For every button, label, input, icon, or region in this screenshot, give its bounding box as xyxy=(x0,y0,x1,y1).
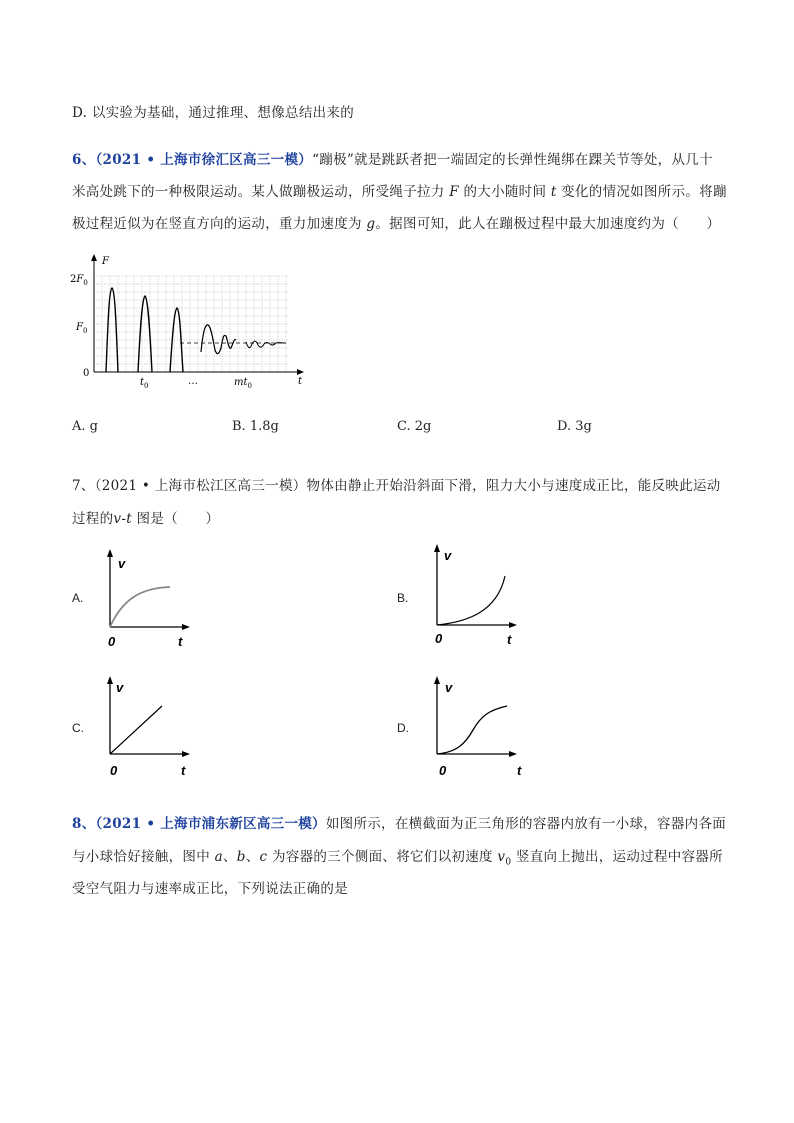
q6-option-b[interactable]: B. 1.8g xyxy=(232,419,279,434)
v-label: v xyxy=(445,680,453,695)
q8-side-b: b xyxy=(236,849,246,865)
origin-label: 0 xyxy=(110,763,118,778)
t-label: t xyxy=(181,763,186,778)
q8-line2 xyxy=(72,845,723,868)
q8-line3: 受空气阻力与速率成正比，下列说法正确的是 xyxy=(72,881,348,897)
curve-concave-saturating xyxy=(110,587,170,627)
q7-graph-b[interactable] xyxy=(427,540,522,648)
q8-line2-c: 竖直向上抛出，运动过程中容器所 xyxy=(511,849,723,865)
q6-option-c[interactable]: C. 2g xyxy=(397,419,432,434)
q7-line1: 7、（2021 • 上海市松江区高三一模）物体由静止开始沿斜面下滑，阻力大小与速度成正比，能反映此运动 xyxy=(72,478,721,494)
q6-option-a[interactable]: A. g xyxy=(72,419,98,434)
x-axis-label: t xyxy=(298,376,303,387)
x-axis-arrow xyxy=(297,369,304,375)
q7-line2-a: 过程的 xyxy=(72,511,114,527)
q7-graph-a[interactable] xyxy=(100,545,195,650)
x-tick-t0: $t_0$ xyxy=(140,377,149,390)
v-label: v xyxy=(444,548,452,563)
y-tick-f0: $F_0$ xyxy=(76,322,88,335)
y-axis-label: F xyxy=(102,256,109,267)
q8-line2-b: 为容器的三个侧面、将它们以初速度 xyxy=(267,849,498,865)
t-label: t xyxy=(178,634,183,649)
t-label: t xyxy=(517,763,522,778)
q6-line1 xyxy=(72,148,713,168)
q8-number: 8、 xyxy=(72,816,96,832)
q7-option-c-label[interactable]: C. xyxy=(72,721,84,735)
q8-sep1: 、 xyxy=(222,849,237,865)
q7-option-a-label[interactable]: A. xyxy=(72,591,84,605)
q8-side-a: a xyxy=(214,849,223,865)
x-tick-mt0: $mt_0$ xyxy=(234,377,252,390)
q6-line2-a: 米高处跳下的一种极限运动。某人做蹦极运动，所受绳子拉力 xyxy=(72,184,450,200)
q7-option-d-label[interactable]: D. xyxy=(397,721,409,735)
q6-symbol-t: t xyxy=(550,184,557,200)
q8-v0-sub: 0 xyxy=(505,857,512,868)
q7-option-b-label[interactable]: B. xyxy=(397,591,409,605)
q6-line3 xyxy=(72,212,720,232)
t-label: t xyxy=(507,632,512,647)
force-damped-tail xyxy=(246,341,286,348)
y-axis-arrow xyxy=(91,254,97,261)
q6-option-d[interactable]: D. 3g xyxy=(557,419,592,434)
force-pulse-1 xyxy=(106,288,118,372)
y-tick-2f0: $2F_0$ xyxy=(70,274,88,287)
origin-label: 0 xyxy=(83,368,90,379)
q6-line3-b: 。据图可知，此人在蹦极过程中最大加速度约为（ ） xyxy=(375,216,721,232)
v-label: v xyxy=(118,556,126,571)
q8-line1 xyxy=(72,812,726,832)
q8-source: （2021 • 上海市浦东新区高三一模） xyxy=(95,816,326,832)
q7-vt-symbol: v-t xyxy=(113,511,132,527)
force-pulse-2 xyxy=(138,296,152,372)
q6-line2-c: 变化的情况如图所示。将蹦 xyxy=(556,184,727,200)
s-curve xyxy=(437,706,507,754)
q6-source: （2021 • 上海市徐汇区高三一模） xyxy=(95,152,313,168)
origin-label: 0 xyxy=(435,631,443,646)
q6-line1-text: “蹦极”就是跳跃者把一端固定的长弹性绳绑在踝关节等处，从几十 xyxy=(312,152,713,168)
q8-v0: v xyxy=(497,849,506,865)
x-tick-ellipsis: … xyxy=(188,376,198,387)
v-label: v xyxy=(116,680,124,695)
q6-force-time-graph xyxy=(68,252,318,392)
curve-convex-rising xyxy=(437,576,505,625)
straight-line xyxy=(110,706,162,754)
q5-option-d: D. 以实验为基础，通过推理、想像总结出来的 xyxy=(72,105,355,121)
q6-symbol-g: g xyxy=(366,216,376,232)
origin-label: 0 xyxy=(439,763,447,778)
q6-number: 6、 xyxy=(72,152,96,168)
q6-line2 xyxy=(72,180,727,200)
q6-line2-b: 的大小随时间 xyxy=(458,184,551,200)
q6-symbol-F: F xyxy=(449,184,459,200)
q8-line1-text: 如图所示，在横截面为正三角形的容器内放有一小球，容器内各面 xyxy=(325,816,727,832)
graph-grid xyxy=(94,276,288,372)
origin-label: 0 xyxy=(108,634,116,649)
q7-graph-d[interactable] xyxy=(427,672,522,780)
q8-sep2: 、 xyxy=(245,849,260,865)
q7-line2-b: 图是（ ） xyxy=(131,511,220,527)
q8-line2-a: 与小球恰好接触，图中 xyxy=(72,849,215,865)
q6-line3-a: 极过程近似为在竖直方向的运动，重力加速度为 xyxy=(72,216,367,232)
q8-side-c: c xyxy=(259,849,268,865)
q7-line2 xyxy=(72,507,219,527)
q7-graph-c[interactable] xyxy=(100,672,195,780)
